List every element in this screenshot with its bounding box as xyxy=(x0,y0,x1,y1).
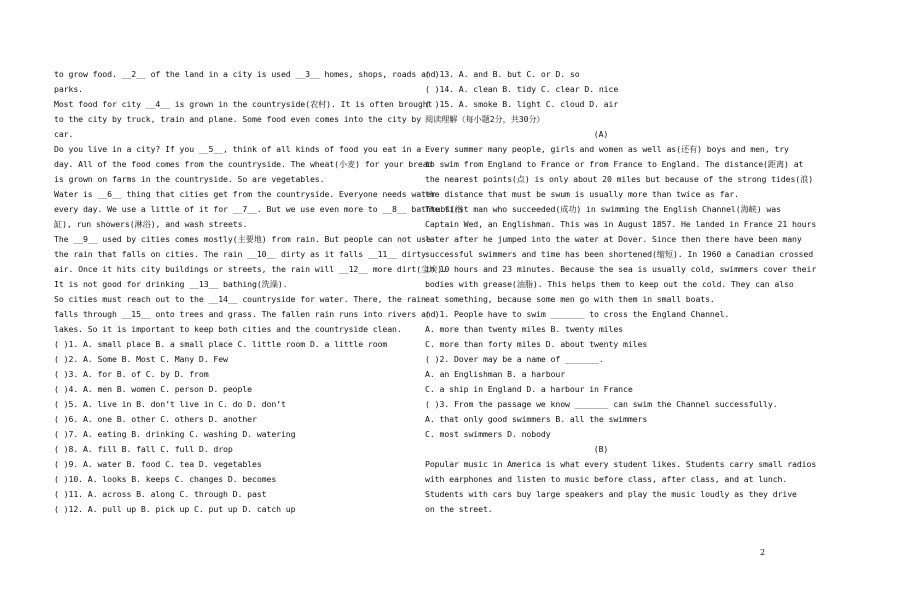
question-line: ( )15. A. smoke B. light C. cloud D. air xyxy=(425,99,619,109)
text-line: Every summer many people, girls and women as well as(还有) boys and men, try xyxy=(425,144,789,154)
text-line: successful swimmers and time has been shortened(缩短). In 1960 a Canadian crossed xyxy=(425,249,814,259)
text-line: Do you live in a city? If you __5__, think of all kinds of food you eat in a xyxy=(54,144,422,154)
question-line: ( )13. A. and B. but C. or D. so xyxy=(425,69,580,79)
text-line: 缸), run showers(淋浴), and wash streets. xyxy=(54,219,248,229)
right-column xyxy=(425,67,817,517)
text-line: to swim from England to France or from France to England. The distance(距离) at xyxy=(425,159,804,169)
question-line: C. a ship in England D. a harbour in France xyxy=(425,384,633,394)
text-line: car. xyxy=(54,129,74,139)
question-line: ( )11. A. across B. along C. through D. past xyxy=(54,489,267,499)
text-line: day. All of the food comes from the countryside. The wheat(小麦) for your bread xyxy=(54,159,433,169)
question-line: ( )9. A. water B. food C. tea D. vegetables xyxy=(54,459,262,469)
text-line: parks. xyxy=(54,84,83,94)
text-line: every day. We use a little of it for __7__. But we use even more to __8__ bathtubs(浴 xyxy=(54,204,463,214)
text-line: It is not good for drinking __13__ bathing(洗澡). xyxy=(54,279,288,289)
text-line: Most food for city __4__ is grown in the countryside(农村). It is often brought xyxy=(54,99,433,109)
text-line: Students with cars buy large speakers and play the music loudly as they drive xyxy=(425,489,797,499)
text-line: The first man who succeeded(成功) in swimming the English Channel(海峡) was xyxy=(425,204,781,214)
question-line: ( )5. A. live in B. don’t live in C. do D. don’t xyxy=(54,399,286,409)
question-line: ( )3. From the passage we know _______ can swim the Channel successfully. xyxy=(425,399,778,409)
question-line: ( )7. A. eating B. drinking C. washing D. watering xyxy=(54,429,296,439)
question-line: C. more than forty miles D. about twenty miles xyxy=(425,339,648,349)
text-line: Water is __6__ thing that cities get from the countryside. Everyone needs water xyxy=(54,189,436,199)
question-line: ( )1. A. small place B. a small place C. little room D. a little room xyxy=(54,339,388,349)
text-line: So cities must reach out to the __14__ countryside for water. There, the rain xyxy=(54,294,426,304)
question-line: ( )3. A. for B. of C. by D. from xyxy=(54,369,209,379)
question-line: ( )10. A. looks B. keeps C. changes D. becomes xyxy=(54,474,277,484)
text-line: with earphones and listen to music before class, after class, and at lunch. xyxy=(425,474,788,484)
text-line: in 10 hours and 23 minutes. Because the sea is usually cold, swimmers cover their xyxy=(425,264,817,274)
question-line: ( )8. A. fill B. fall C. full D. drop xyxy=(54,444,233,454)
question-line: C. most swimmers D. nobody xyxy=(425,429,551,439)
text-line: air. Once it hits city buildings or streets, the rain will __12__ more dirt(尘埃). xyxy=(54,264,447,274)
question-line: A. that only good swimmers B. all the swimmers xyxy=(425,414,648,424)
text-line: the distance that must be swum is usually more than twice as far. xyxy=(425,189,739,199)
text-line: falls through __15__ onto trees and grass. The fallen rain runs into rivers and xyxy=(54,309,436,319)
question-line: ( )4. A. men B. women C. person D. people xyxy=(54,384,253,394)
question-line: ( )6. A. one B. other C. others D. another xyxy=(54,414,257,424)
question-line: ( )12. A. pull up B. pick up C. put up D. catch up xyxy=(54,504,296,514)
text-line: to grow food. __2__ of the land in a city is used __3__ homes, shops, roads and xyxy=(54,69,436,79)
text-line: is grown on farms in the countryside. So are vegetables. xyxy=(54,174,325,184)
text-line: to the city by truck, train and plane. Some food even comes into the city by xyxy=(54,114,422,124)
text-line: the nearest points(点) is only about 20 miles but because of the strong tides(浪) xyxy=(425,174,814,184)
text-line: Popular music in America is what every student likes. Students carry small radios xyxy=(425,459,817,469)
question-line: ( )1. People have to swim _______ to cross the England Channel. xyxy=(425,309,730,319)
text-line: Captain Wed, an Englishman. This was in August 1857. He landed in France 21 hours xyxy=(425,219,817,229)
question-line: ( )2. Dover may be a name of _______. xyxy=(425,354,604,364)
passage-label: (A) xyxy=(593,129,609,139)
text-line: The __9__ used by cities comes mostly(主要地) from rain. But people can not use xyxy=(54,234,431,244)
passage-label: (B) xyxy=(593,444,609,454)
text-line: bodies with grease(油脂). This helps them to keep out the cold. They can also xyxy=(425,279,794,289)
text-line: later after he jumped into the water at Dover. Since then there have been many xyxy=(425,234,802,244)
question-line: ( )2. A. Some B. Most C. Many D. Few xyxy=(54,354,228,364)
question-line: A. more than twenty miles B. twenty miles xyxy=(425,324,624,334)
section-heading: 阅读理解（每小题2分，共30分） xyxy=(425,114,545,124)
text-line: the rain that falls on cities. The rain __10__ dirty as it falls __11__ dirty xyxy=(54,249,426,259)
question-line: A. an Englishman B. a harbour xyxy=(425,369,566,379)
text-line: on the street. xyxy=(425,504,493,514)
page-number: 2 xyxy=(760,548,766,557)
question-line: ( )14. A. clean B. tidy C. clear D. nice xyxy=(425,84,619,94)
text-line: lakes. So it is important to keep both cities and the countryside clean. xyxy=(54,324,402,334)
text-line: eat something, because some men go with them in small boats. xyxy=(425,294,715,304)
